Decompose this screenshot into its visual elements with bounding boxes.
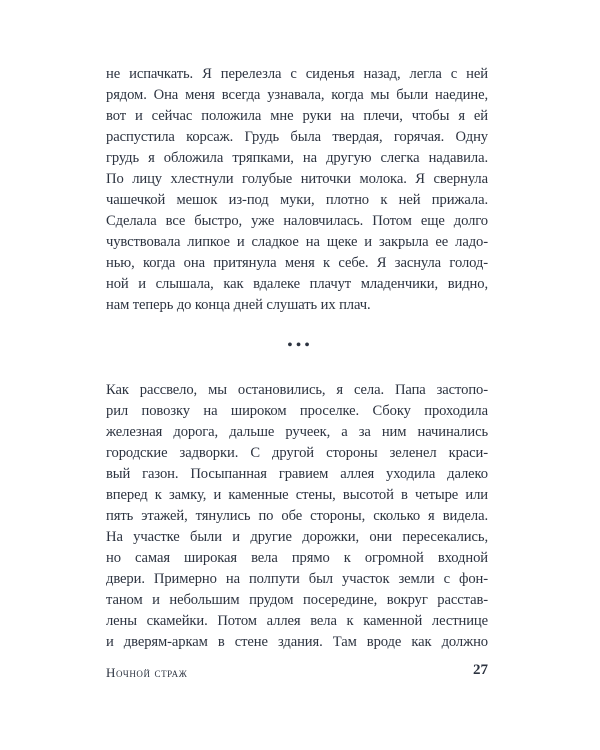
- paragraph-1: [106, 64, 488, 316]
- text-line: чашечкой мешок из-под муки, плотно к ней прижала.: [106, 192, 488, 208]
- text-line: чувствовала липкое и сладкое на щеке и закрыла ее ладо-: [106, 234, 488, 250]
- section-separator: •••: [287, 337, 313, 354]
- text-line: Сделала все быстро, уже наловчилась. Потом еще долго: [106, 213, 488, 229]
- text-line: вый газон. Посыпанная гравием аллея уходила далеко: [106, 466, 488, 482]
- page-number: 27: [473, 662, 488, 678]
- text-line: но самая широкая вела прямо к огромной входной: [106, 550, 488, 566]
- text-line: и дверям-аркам в стене здания. Там вроде как должно: [106, 634, 488, 650]
- text-line: рил повозку на широком проселке. Сбоку проходила: [106, 403, 488, 419]
- text-line: пять этажей, тянулись по обе стороны, сколько я видела.: [106, 508, 488, 524]
- running-title: Ночной страж: [106, 665, 188, 680]
- text-line: нам теперь до конца дней слушать их плач.: [106, 297, 371, 313]
- text-line: По лицу хлестнули голубые ниточки молока. Я свернула: [106, 171, 488, 187]
- text-line: железная дорога, дальше ручеек, а за ним начинались: [106, 424, 488, 440]
- text-line: вперед к замку, и каменные стены, высотой в четыре или: [106, 487, 488, 503]
- text-line: вот и сейчас положила мне руки на плечи, чтобы я ей: [106, 108, 488, 124]
- paragraph-2: [106, 380, 488, 653]
- text-line: нью, когда она притянула меня к себе. Я заснула голод-: [106, 255, 488, 271]
- text-line: городские задворки. С другой стороны зеленел краси-: [106, 445, 488, 461]
- text-line: грудь я обложила тряпками, на другую слегка надавила.: [106, 150, 488, 166]
- text-line: лены скамейки. Потом аллея вела к каменной лестнице: [106, 613, 488, 629]
- text-line: ной и слышала, как вдалеке плачут младенчики, видно,: [106, 276, 488, 292]
- text-line: На участке были и другие дорожки, они пересекались,: [106, 529, 488, 545]
- text-line: Как рассвело, мы остановились, я села. Папа застопо-: [106, 382, 488, 398]
- text-line: рядом. Она меня всегда узнавала, когда мы были наедине,: [106, 87, 488, 103]
- text-line: таном и небольшим прудом посередине, вокруг расстав-: [106, 592, 488, 608]
- text-line: распустила корсаж. Грудь была твердая, горячая. Одну: [106, 129, 488, 145]
- text-line: не испачкать. Я перелезла с сиденья назад, легла с ней: [106, 66, 488, 82]
- text-line: двери. Примерно на полпути был участок земли с фон-: [106, 571, 488, 587]
